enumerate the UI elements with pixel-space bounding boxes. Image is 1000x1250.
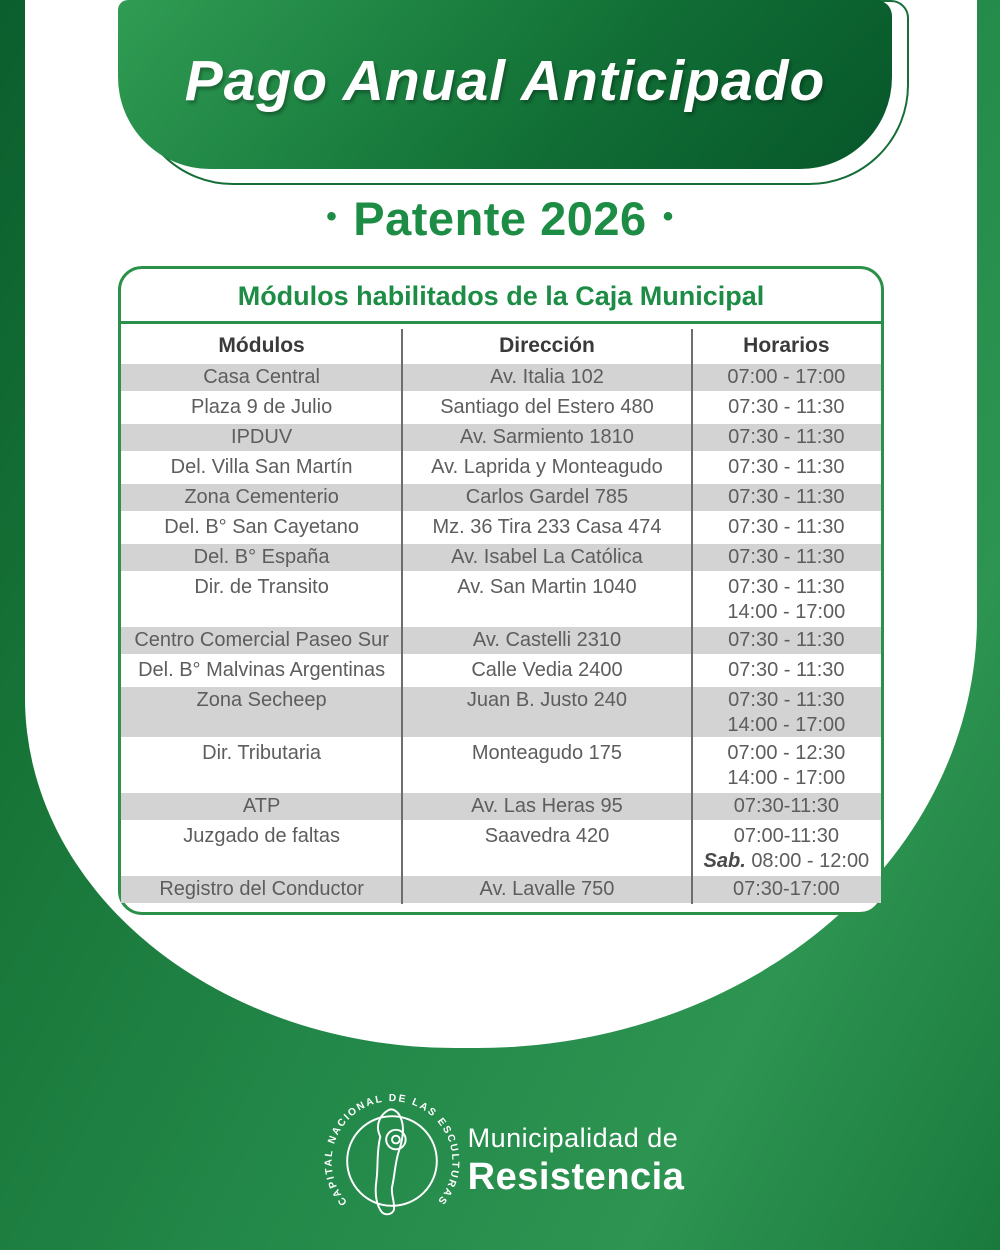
- horario-line: 07:30 - 11:30: [728, 689, 845, 711]
- subtitle-text: Patente 2026: [353, 192, 647, 245]
- modulo-cell: ATP: [242, 795, 281, 817]
- direccion-cell: Av. Castelli 2310: [472, 629, 622, 651]
- table-row: [121, 574, 881, 624]
- direccion-cell: Santiago del Estero 480: [440, 396, 654, 418]
- municipality-logo: [316, 1085, 468, 1237]
- modulo-cell: Zona Secheep: [196, 689, 327, 711]
- table-row: [121, 627, 881, 654]
- direccion-cell: Carlos Gardel 785: [465, 486, 629, 508]
- table-row: [121, 544, 881, 571]
- modulo-cell: IPDUV: [231, 426, 293, 448]
- page-title: Pago Anual Anticipado: [184, 48, 826, 113]
- horarios-cell: [692, 876, 881, 902]
- schedule-card: [118, 266, 884, 915]
- direccion-cell: Monteagudo 175: [471, 742, 623, 764]
- column-header-horarios: Horarios: [743, 333, 830, 357]
- table-row: [121, 394, 881, 421]
- table-row: [121, 793, 881, 820]
- horario-line: 07:30 - 11:30: [728, 546, 845, 568]
- modulo-cell: Casa Central: [203, 366, 320, 388]
- table-row: [121, 424, 881, 451]
- horario-line: 07:30-17:00: [732, 878, 840, 900]
- modulo-cell: Zona Cementerio: [184, 486, 339, 508]
- table-rows: [121, 324, 881, 912]
- direccion-cell: Av. Las Heras 95: [471, 795, 623, 817]
- horario-line: 14:00 - 17:00: [727, 713, 846, 736]
- subtitle-right-dot: •: [662, 199, 674, 233]
- subtitle: [0, 191, 1000, 246]
- direccion-cell: Av. Isabel La Católica: [451, 546, 643, 568]
- column-header-direccion: Dirección: [499, 333, 595, 357]
- direccion-cell: Mz. 36 Tira 233 Casa 474: [432, 516, 662, 538]
- horario-line: 07:30 - 11:30: [728, 486, 845, 508]
- org-name-line2: Resistencia: [467, 1156, 685, 1198]
- horario-line: 07:30 - 11:30: [728, 456, 845, 478]
- horario-line: 07:30 - 11:30: [728, 516, 845, 538]
- table-row: [121, 364, 881, 391]
- horarios-cell: [692, 627, 881, 653]
- org-name: [468, 1123, 685, 1199]
- footer: [0, 1085, 1000, 1237]
- horarios-cell: [692, 454, 881, 480]
- horarios-cell: [692, 544, 881, 570]
- header-banner: [118, 0, 892, 169]
- subtitle-left-dot: •: [326, 199, 338, 233]
- horarios-cell: [692, 574, 881, 624]
- horarios-cell: [692, 484, 881, 510]
- sculpture-figure-icon: [375, 1109, 405, 1214]
- modulo-cell: Dir. Tributaria: [202, 742, 322, 764]
- horarios-cell: [692, 514, 881, 540]
- table-row: [121, 484, 881, 511]
- horario-line: 07:30 - 11:30: [728, 576, 845, 598]
- table-row: [121, 454, 881, 481]
- org-name-line1: Municipalidad de: [467, 1123, 679, 1153]
- saturday-prefix: Sab.: [703, 849, 752, 872]
- direccion-cell: Av. Sarmiento 1810: [460, 426, 634, 448]
- table-row: [121, 823, 881, 873]
- horario-line: 07:30-11:30: [733, 795, 839, 817]
- table-row: [121, 740, 881, 790]
- direccion-cell: Juan B. Justo 240: [466, 689, 628, 711]
- badge-arc-text: CAPITAL NACIONAL DE LAS ESCULTURAS: [323, 1093, 461, 1208]
- horario-line: 07:30 - 11:30: [728, 659, 845, 681]
- table-row: [121, 514, 881, 541]
- horario-line: 07:30 - 11:30: [728, 426, 845, 448]
- table-row: [121, 876, 881, 903]
- horarios-cell: [692, 740, 881, 790]
- modulo-cell: Del. B° San Cayetano: [164, 516, 359, 538]
- direccion-cell: Av. Laprida y Monteagudo: [431, 456, 663, 478]
- horario-line: 14:00 - 17:00: [727, 600, 846, 623]
- modulo-cell: Del. Villa San Martín: [170, 456, 353, 478]
- horario-line: 07:00-11:30: [733, 825, 839, 847]
- horario-line: 07:00 - 12:30: [727, 742, 846, 764]
- column-divider-1: [401, 329, 403, 904]
- column-header-modulos: Módulos: [218, 333, 305, 357]
- modulo-cell: Del. B° España: [193, 546, 330, 568]
- modulo-cell: Del. B° Malvinas Argentinas: [138, 659, 386, 681]
- direccion-cell: Saavedra 420: [484, 825, 610, 847]
- table-row: [121, 657, 881, 684]
- horario-line: 07:30 - 11:30: [728, 629, 845, 651]
- horarios-cell: [692, 657, 881, 683]
- horario-line: 07:00 - 17:00: [727, 366, 846, 388]
- horarios-cell: [692, 793, 881, 819]
- horario-line: 07:30 - 11:30: [728, 396, 845, 418]
- horarios-cell: [692, 687, 881, 737]
- modulo-cell: Registro del Conductor: [159, 878, 364, 900]
- modulo-cell: Juzgado de faltas: [183, 825, 340, 847]
- horarios-cell: [692, 424, 881, 450]
- horarios-cell: [692, 364, 881, 390]
- direccion-cell: Av. Lavalle 750: [479, 878, 615, 900]
- card-title: Módulos habilitados de la Caja Municipal: [121, 269, 881, 324]
- horarios-cell: [692, 823, 881, 873]
- direccion-cell: Calle Vedia 2400: [471, 659, 623, 681]
- modulo-cell: Plaza 9 de Julio: [190, 396, 333, 418]
- column-divider-2: [691, 329, 693, 904]
- sculptures-badge-icon: [316, 1085, 468, 1237]
- modulo-cell: Dir. de Transito: [194, 576, 329, 598]
- direccion-cell: Av. Italia 102: [490, 366, 604, 388]
- table-row: [121, 687, 881, 737]
- horario-line: Sab. 08:00 - 12:00: [703, 849, 870, 872]
- horarios-cell: [692, 394, 881, 420]
- modulo-cell: Centro Comercial Paseo Sur: [134, 629, 389, 651]
- table-header-row: [121, 330, 881, 361]
- direccion-cell: Av. San Martin 1040: [457, 576, 637, 598]
- horario-line: 14:00 - 17:00: [727, 766, 846, 789]
